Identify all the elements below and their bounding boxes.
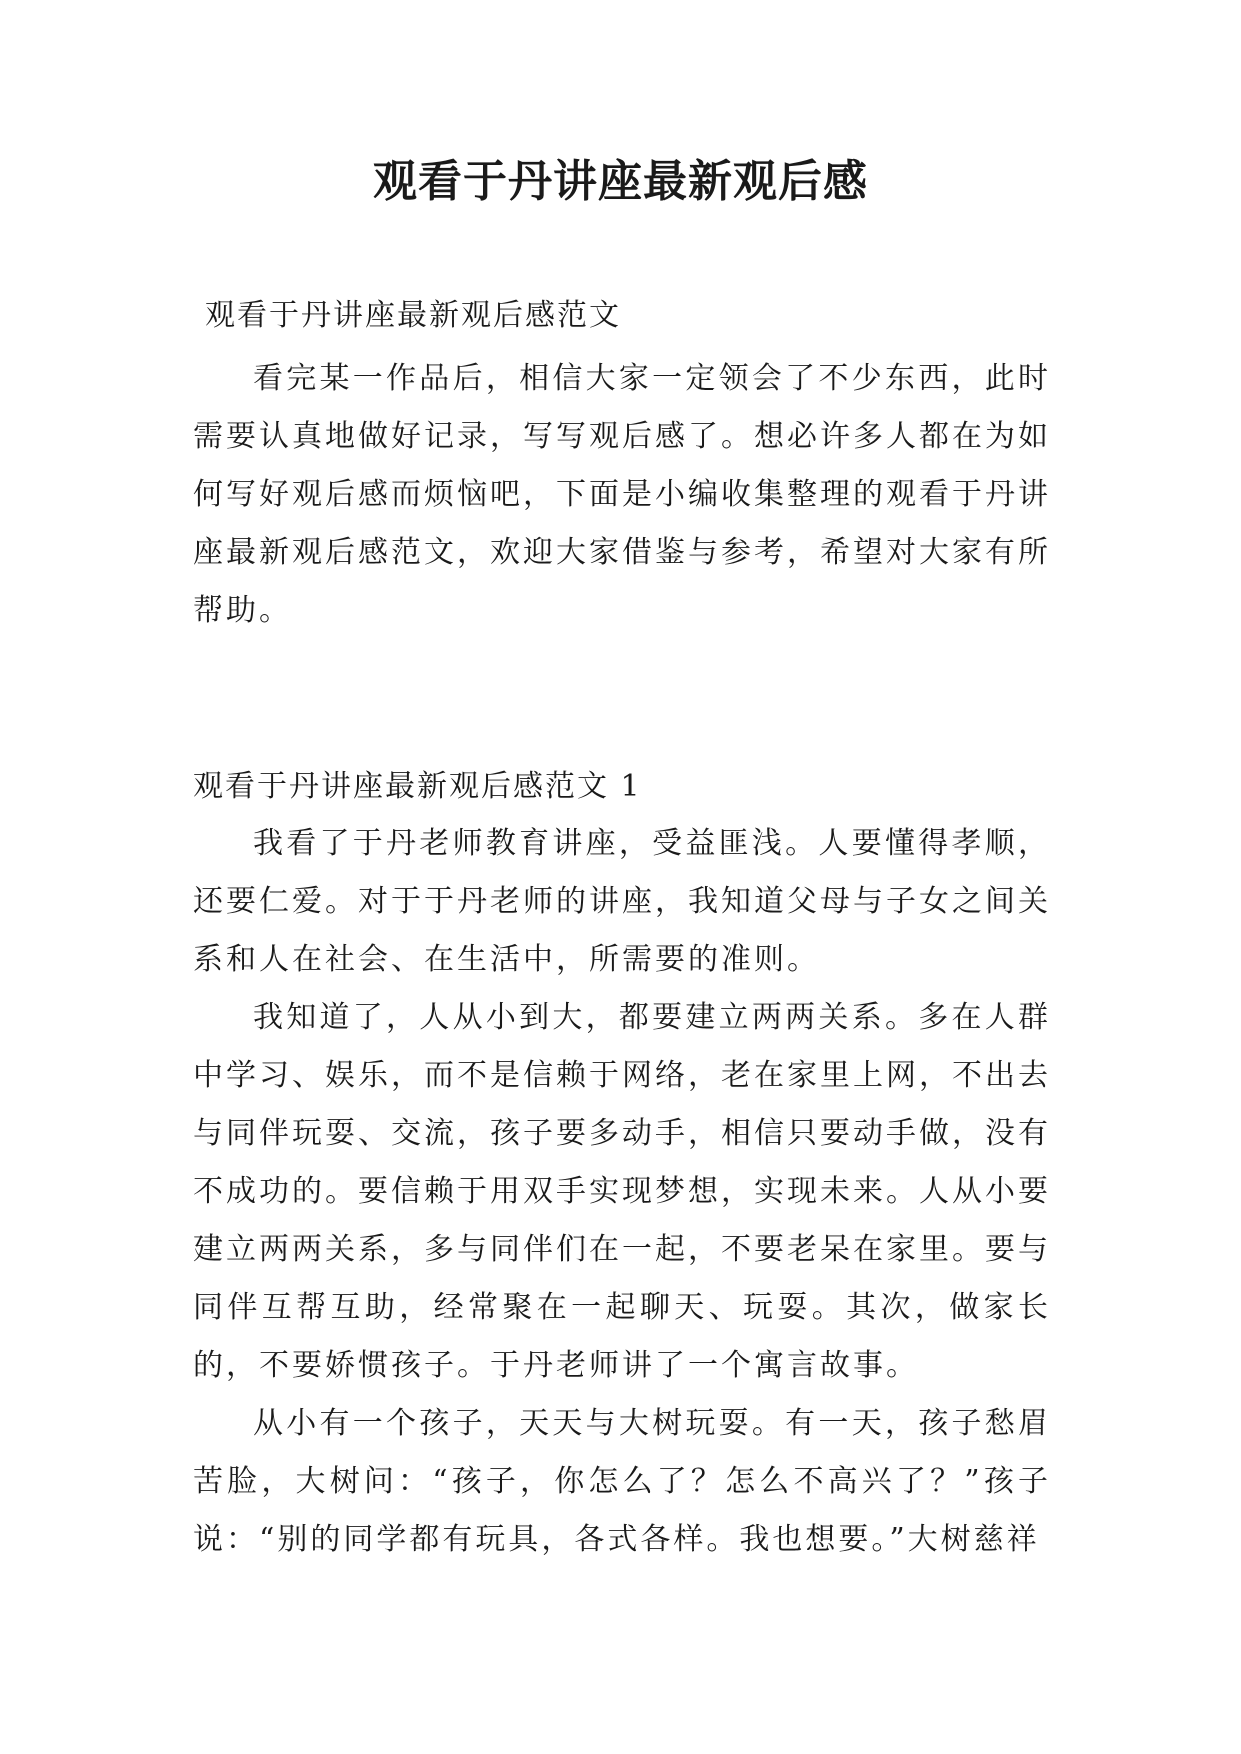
document-title: 观看于丹讲座最新观后感: [373, 156, 868, 207]
essay-paragraph: 我看了于丹老师教育讲座，受益匪浅。人要懂得孝顺，还要仁爱。对于于丹老师的讲座，我知道父母与子女之间关系和人在社会、在生活中，所需要的准则。: [193, 826, 1051, 977]
essay-body: [193, 815, 1051, 1569]
intro-paragraph: 看完某一作品后，相信大家一定领会了不少东西，此时需要认真地做好记录，写写观后感了。想必许多人都在为如何写好观后感而烦恼吧，下面是小编收集整理的观看于丹讲座最新观后感范文，欢迎大家借鉴与参考，希望对大家有所帮助。: [193, 361, 1051, 628]
document-subtitle: 观看于丹讲座最新观后感范文: [205, 298, 621, 333]
essay-paragraph: 我知道了，人从小到大，都要建立两两关系。多在人群中学习、娱乐，而不是信赖于网络，老在家里上网，不出去与同伴玩耍、交流，孩子要多动手，相信只要动手做，没有不成功的。要信赖于用双手实现梦想，实现未来。人从小要建立两两关系，多与同伴们在一起，不要老呆在家里。要与同伴互帮互助，经常聚在一起聊天、玩耍。其次，做家长的，不要娇惯孩子。于丹老师讲了一个寓言故事。: [193, 1000, 1051, 1383]
intro-section: [193, 350, 1051, 640]
essay-paragraph: 从小有一个孩子，天天与大树玩耍。有一天，孩子愁眉苦脸，大树问：“孩子，你怎么了？怎么不高兴了？”孩子说：“别的同学都有玩具，各式各样。我也想要。”大树慈祥: [193, 1406, 1051, 1557]
section-heading: 观看于丹讲座最新观后感范文 1: [193, 769, 642, 804]
